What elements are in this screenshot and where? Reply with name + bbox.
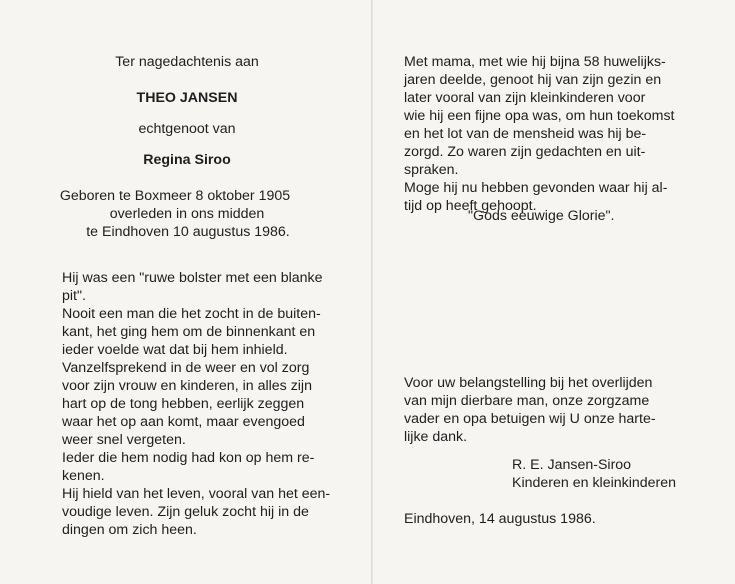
body-line: kenen. <box>62 468 105 484</box>
body-line: Hij was een "ruwe bolster met een blanke <box>62 270 323 286</box>
body-line: Hij hield van het leven, vooral van het een- <box>62 486 331 502</box>
body-line: Vanzelfsprekend in de weer en vol zorg <box>62 360 310 376</box>
intro-text: Ter nagedachtenis aan <box>115 54 259 70</box>
body-line: kant, het ging hem om de binnenkant en <box>62 324 316 340</box>
body-line: en het lot van de mensheid was hij be- <box>404 126 647 142</box>
thanks-line: lijke dank. <box>404 429 468 445</box>
body-line: voudige leven. Zijn geluk zocht hij in de <box>62 504 309 520</box>
quote-text: "Gods eeuwige Glorie". <box>468 208 615 224</box>
body-line: dingen om zich heen. <box>62 522 197 538</box>
body-line: jaren deelde, genoot hij van zijn gezin en <box>404 72 662 88</box>
body-line: Moge hij nu hebben gevonden waar hij al- <box>404 180 668 196</box>
body-line: weer snel vergeten. <box>62 432 186 448</box>
place-date: Eindhoven, 14 augustus 1986. <box>404 511 596 527</box>
body-line: Nooit een man die het zocht in de buiten- <box>62 306 321 322</box>
died-text-1: overleden in ons midden <box>109 206 265 222</box>
signature-family: Kinderen en kleinkinderen <box>512 475 677 491</box>
thanks-line: vader en opa betuigen wij U onze harte- <box>404 411 656 427</box>
deceased-name: THEO JANSEN <box>136 90 238 106</box>
body-line: zorgd. Zo waren zijn gedachten en uit- <box>404 144 646 160</box>
born-text: Geboren te Boxmeer 8 oktober 1905 <box>59 188 291 204</box>
body-line: ieder voelde wat dat bij hem inhield. <box>62 342 288 358</box>
body-line: Met mama, met wie hij bijna 58 huwelijks- <box>404 54 666 70</box>
thanks-line: van mijn dierbare man, onze zorgzame <box>404 393 650 409</box>
relation-text: echtgenoot van <box>138 121 236 137</box>
body-line: hart op de tong hebben, eerlijk zeggen <box>62 396 305 412</box>
body-line: spraken. <box>404 162 459 178</box>
body-line: waar het op aan komt, maar evengoed <box>62 414 305 430</box>
body-line: voor zijn vrouw en kinderen, in alles zijn <box>62 378 312 394</box>
body-line: wie hij een fijne opa was, om hun toekomst <box>404 108 675 124</box>
spouse-name: Regina Siroo <box>143 152 231 168</box>
died-text-2: te Eindhoven 10 augustus 1986. <box>86 224 290 240</box>
body-line: Ieder die hem nodig had kon op hem re- <box>62 450 315 466</box>
signature-name: R. E. Jansen-Siroo <box>512 457 632 473</box>
thanks-line: Voor uw belangstelling bij het overlijden <box>404 375 653 391</box>
body-line: later vooral van zijn kleinkinderen voor <box>404 90 646 106</box>
card-fold <box>371 0 373 584</box>
body-line: tijd op heeft gehoopt. <box>404 198 537 214</box>
body-line: pit". <box>62 288 86 304</box>
